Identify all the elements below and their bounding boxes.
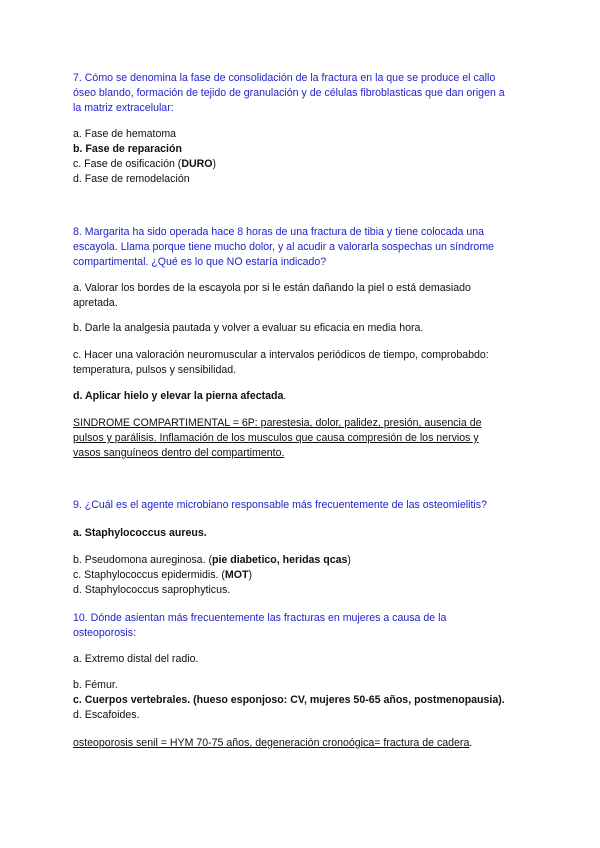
q7-option-b xyxy=(73,142,543,157)
q10-option-b: b. Fémur. xyxy=(73,679,118,691)
question-7 xyxy=(73,71,543,116)
q9-option-c-text: c. Staphylococcus epidermidis. ( xyxy=(73,569,225,581)
q7-option-c-bold: DURO xyxy=(181,158,213,170)
q8-option-b xyxy=(73,321,543,336)
q10-option-a xyxy=(73,652,543,667)
q7-option-a: a. Fase de hematoma xyxy=(73,128,177,140)
q8-option-c-line-2: temperatura, pulsos y sensibilidad. xyxy=(73,364,237,376)
q8-option-a xyxy=(73,281,543,311)
q8-option-d xyxy=(73,389,543,404)
q8-option-b-text: b. Darle la analgesia pautada y volver a evaluar su eficacia en media hora. xyxy=(73,322,424,334)
q10-note xyxy=(73,736,543,751)
q9-option-b-bold: pie diabetico, heridas qcas xyxy=(212,554,348,566)
question-8-line-2: escayola. Llama porque tiene mucho dolor, y al acudir a valorarla sospechas un síndrome xyxy=(73,241,495,253)
q10-option-d: d. Escafoides. xyxy=(73,709,140,721)
q9-option-b-end: ) xyxy=(347,554,351,566)
q9-option-b xyxy=(73,553,543,568)
question-10 xyxy=(73,611,543,641)
q10-note-line xyxy=(73,736,543,751)
q7-option-c-end: ) xyxy=(212,158,217,170)
q9-options-rest xyxy=(73,553,543,598)
q8-option-a-line-1: a. Valorar los bordes de la escayola por si le están dañando la piel o está demasiado xyxy=(73,282,471,294)
question-8-line-3: compartimental. ¿Qué es lo que NO estaría indicado? xyxy=(73,256,327,268)
q10-note-end: . xyxy=(469,737,473,749)
question-7-line-1: 7. Cómo se denomina la fase de consolidación de la fractura en la que se produce el callo xyxy=(73,72,496,84)
q8-note xyxy=(73,416,543,461)
q8-option-a-line-2: apretada. xyxy=(73,297,118,309)
q10-note-text: osteoporosis senil = HYM 70-75 años, degeneración cronoógica= fractura de cadera xyxy=(73,737,470,749)
q8-note-line-1: SINDROME COMPARTIMENTAL = 6P: parestesia, dolor, palidez, presión, ausencia de xyxy=(73,417,482,429)
q9-option-c-end: ) xyxy=(248,569,252,581)
q7-option-c-text: c. Fase de osificación ( xyxy=(73,158,182,170)
q9-option-c xyxy=(73,568,543,583)
q8-option-c-line-1: c. Hacer una valoración neuromuscular a intervalos periódicos de tiempo, comprobabdo: xyxy=(73,349,489,361)
q8-option-c xyxy=(73,348,543,378)
q9-option-a-line xyxy=(73,526,543,541)
q9-option-d: d. Staphylococcus saprophyticus. xyxy=(73,584,231,596)
question-7-options xyxy=(73,127,543,187)
q10-options-rest xyxy=(73,678,543,723)
question-7-line-2: óseo blando, formación de tejido de granulación y de células fibroblasticas que dan origen a xyxy=(73,87,505,99)
question-9-text: 9. ¿Cuál es el agente microbiano responsable más frecuentemente de las osteomielitis? xyxy=(73,499,487,511)
q7-option-b-text: b. Fase de reparación xyxy=(73,143,182,155)
q9-option-a xyxy=(73,526,543,541)
q10-option-a-text: a. Extremo distal del radio. xyxy=(73,653,199,665)
q9-option-a-bold: a. Staphylococcus aureus. xyxy=(73,527,207,539)
q10-option-c-bold: c. Cuerpos vertebrales. (hueso esponjoso: CV, mujeres 50-65 años, postmenopausia). xyxy=(73,694,505,706)
q10-option-c xyxy=(73,693,543,708)
q7-option-d: d. Fase de remodelación xyxy=(73,173,190,185)
q9-option-b-text: b. Pseudomona aureginosa. ( xyxy=(73,554,212,566)
question-9 xyxy=(73,498,543,513)
question-10-line-1: 10. Dónde asientan más frecuentemente las fracturas en mujeres a causa de la xyxy=(73,612,447,624)
question-8 xyxy=(73,225,543,270)
q8-option-d-line xyxy=(73,389,543,404)
question-8-line-1: 8. Margarita ha sido operada hace 8 horas de una fractura de tibia y tiene colocada una xyxy=(73,226,485,238)
q8-note-line-2: pulsos y parálisis. Inflamación de los musculos que causa compresión de los nervios y xyxy=(73,432,479,444)
q8-option-d-bold: d. Aplicar hielo y elevar la pierna afectada xyxy=(73,390,284,402)
q9-option-c-bold: MOT xyxy=(224,569,249,581)
question-7-line-3: la matriz extracelular: xyxy=(73,102,174,114)
q7-option-c xyxy=(73,157,543,172)
question-10-line-2: osteoporosis: xyxy=(73,627,137,639)
q8-option-d-end: . xyxy=(283,390,287,402)
q8-note-line-3: vasos sanguíneos dentro del compartimento. xyxy=(73,447,285,459)
